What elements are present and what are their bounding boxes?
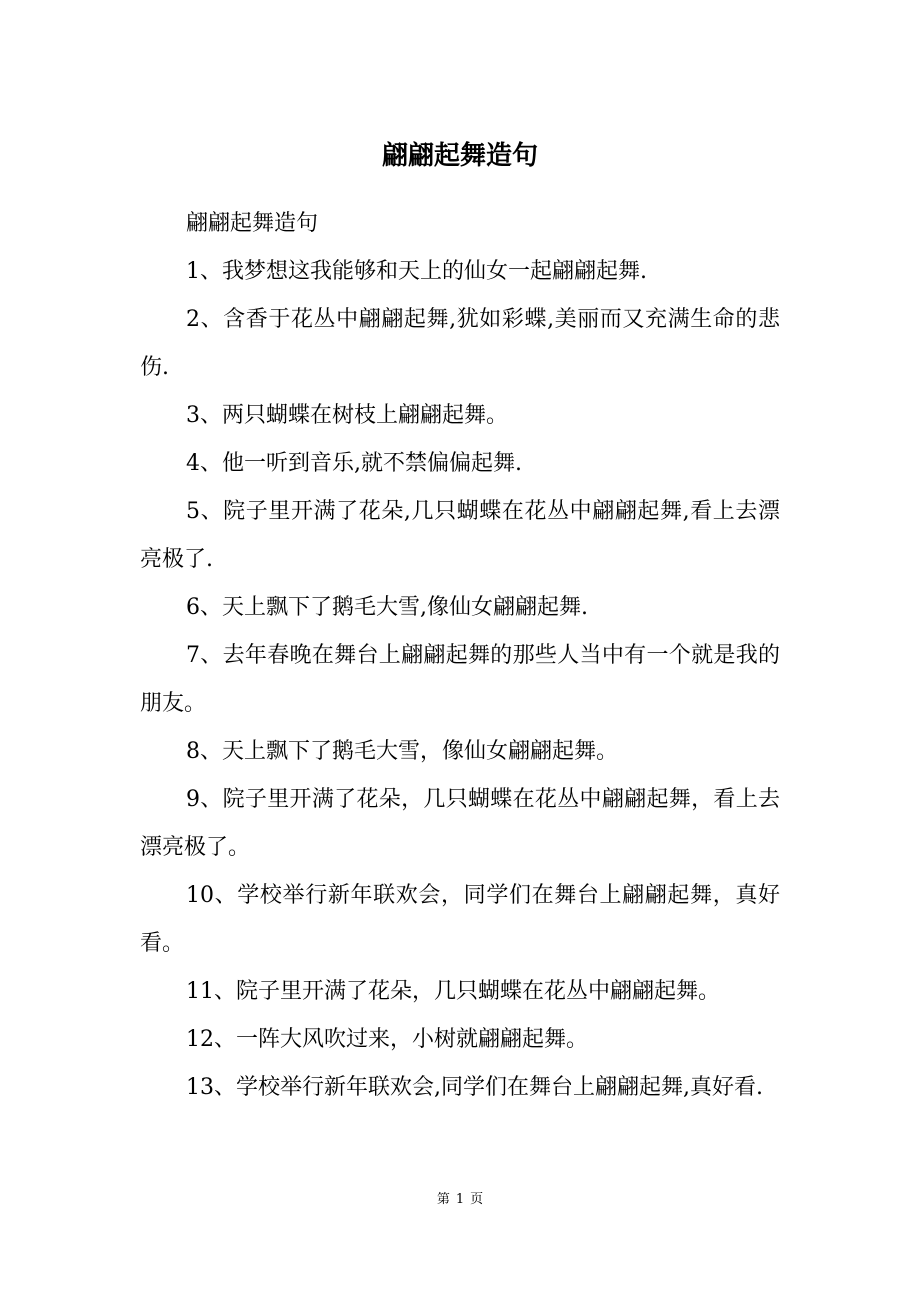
paragraph: 5、院子里开满了花朵,几只蝴蝶在花丛中翩翩起舞,看上去漂亮极了. <box>140 499 780 572</box>
paragraph: 6、天上飘下了鹅毛大雪,像仙女翩翩起舞. <box>186 595 588 620</box>
paragraph: 10、学校举行新年联欢会，同学们在舞台上翩翩起舞，真好看。 <box>140 883 780 956</box>
paragraph: 2、含香于花丛中翩翩起舞,犹如彩蝶,美丽而又充满生命的悲伤. <box>140 307 780 380</box>
page-number: 1 <box>455 1192 465 1207</box>
paragraph: 3、两只蝴蝶在树枝上翩翩起舞。 <box>186 403 508 428</box>
page-footer <box>0 1190 920 1210</box>
paragraph: 4、他一听到音乐,就不禁偏偏起舞. <box>186 451 522 476</box>
footer-prefix: 第 <box>436 1192 450 1207</box>
paragraph: 9、院子里开满了花朵，几只蝴蝶在花丛中翩翩起舞，看上去漂亮极了。 <box>140 787 780 860</box>
document-body <box>140 200 780 1112</box>
paragraph: 7、去年春晚在舞台上翩翩起舞的那些人当中有一个就是我的朋友。 <box>140 643 780 716</box>
footer-suffix: 页 <box>470 1192 484 1207</box>
paragraph: 12、一阵大风吹过来，小树就翩翩起舞。 <box>186 1027 588 1052</box>
paragraph: 翩翩起舞造句 <box>186 211 319 236</box>
paragraph: 13、学校举行新年联欢会,同学们在舞台上翩翩起舞,真好看. <box>186 1075 763 1100</box>
paragraph: 11、院子里开满了花朵，几只蝴蝶在花丛中翩翩起舞。 <box>186 979 720 1004</box>
document-title: 翩翩起舞造句 <box>381 141 538 171</box>
paragraph: 8、天上飘下了鹅毛大雪，像仙女翩翩起舞。 <box>186 739 618 764</box>
paragraph: 1、我梦想这我能够和天上的仙女一起翩翩起舞. <box>186 259 647 284</box>
